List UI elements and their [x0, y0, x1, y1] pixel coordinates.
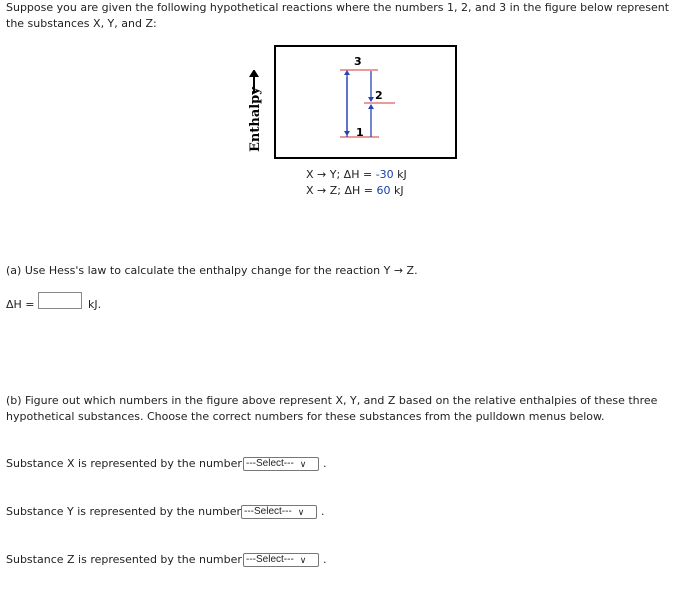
arrowhead-up-icon: [344, 70, 350, 75]
equation-1-value: -30: [375, 168, 394, 181]
intro-text: Suppose you are given the following hypothetical reactions where the numbers 1, 2, and 3 in the figure below represent the substances X, Y, and Z:: [6, 1, 670, 30]
substance-y-select[interactable]: ---Select--- ∨: [241, 505, 317, 519]
enthalpy-arrowhead-icon: [249, 70, 259, 77]
energy-level-figure: [274, 45, 457, 159]
part-b-question: (b) Figure out which numbers in the figure above represent X, Y, and Z based on the relative enthalpies of these three hypothetical substances. Choose the correct numbers for these substances from the pulldown menus below.: [6, 394, 658, 423]
delta-h-input[interactable]: [38, 292, 82, 309]
chevron-down-icon: ∨: [299, 459, 307, 469]
level-2-label: 2: [375, 89, 383, 102]
level-1-label: 1: [356, 126, 364, 139]
arrowhead-down-icon: [368, 97, 374, 102]
level-3-label: 3: [354, 55, 362, 68]
substance-z-row: [6, 553, 242, 566]
equation-2-value: 60: [376, 184, 391, 197]
equation-2: X → Z; ΔH = 60 kJ: [306, 184, 404, 197]
substance-y-row: [6, 505, 241, 518]
equation-1: X → Y; ΔH = -30 kJ: [306, 168, 407, 181]
arrowhead-up-icon: [368, 104, 374, 109]
delta-h-label: ΔH =: [6, 298, 35, 311]
substance-z-select[interactable]: ---Select--- ∨: [243, 553, 319, 567]
substance-x-select[interactable]: ---Select--- ∨: [243, 457, 319, 471]
substance-x-row: [6, 457, 242, 470]
chevron-down-icon: ∨: [297, 507, 305, 517]
part-a-question: (a) Use Hess's law to calculate the enthalpy change for the reaction Y → Z.: [6, 264, 418, 277]
arrowhead-down-icon: [344, 131, 350, 136]
substance-y-label: Substance Y is represented by the number: [6, 505, 242, 518]
enthalpy-axis-label: Enthalpy: [248, 87, 263, 152]
delta-h-unit: kJ.: [88, 298, 102, 311]
substance-x-label: Substance X is represented by the number: [6, 457, 242, 470]
chevron-down-icon: ∨: [299, 555, 307, 565]
substance-z-label: Substance Z is represented by the number: [6, 553, 242, 566]
energy-level-diagram: [276, 47, 455, 157]
enthalpy-axis: [232, 70, 272, 160]
